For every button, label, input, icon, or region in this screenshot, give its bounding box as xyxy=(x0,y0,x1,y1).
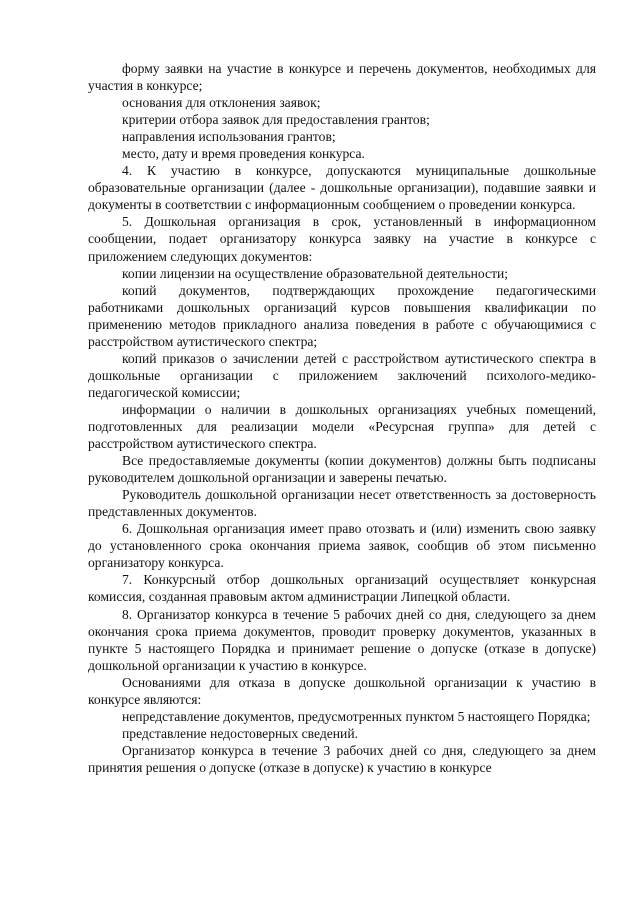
paragraph-clause-4: 4. К участию в конкурсе, допускаются муниципальные дошкольные образовательные организации (далее - дошкольные организации), подавшие заявки и документы в соответствии с информационным сообщением о проведении конкурса. xyxy=(88,163,596,213)
paragraph-refusal-grounds: Основаниями для отказа в допуске дошкольной организации к участию в конкурсе являются: xyxy=(88,674,596,707)
paragraph-doc-training: копий документов, подтверждающих прохождение педагогическими работниками дошкольных организаций курсов повышения квалификации по применению методов прикладного анализа поведения в работе с обучающимися с расстройством аутистического спектра; xyxy=(88,282,596,349)
paragraph-refusal-false-info: представление недостоверных сведений. xyxy=(122,725,358,741)
paragraph-list-grant-usage: направления использования грантов; xyxy=(122,129,336,145)
paragraph-refusal-nondelivery: непредставление документов, предусмотренных пунктом 5 настоящего Порядка; xyxy=(122,708,591,724)
paragraph-clause-5: 5. Дошкольная организация в срок, установленный в информационном сообщении, подает организатору конкурса заявку на участие в конкурсе с приложением следующих документов: xyxy=(88,214,596,264)
paragraph-doc-orders: копий приказов о зачислении детей с расстройством аутистического спектра в дошкольные организации с приложением заключений психолого-медико-педагогической комиссии; xyxy=(88,350,596,400)
paragraph-list-criteria: критерии отбора заявок для предоставления грантов; xyxy=(122,112,430,128)
paragraph-doc-premises: информации о наличии в дошкольных организациях учебных помещений, подготовленных для реализации модели «Ресурсная группа» для детей с расстройством аутистического спектра. xyxy=(88,401,596,452)
paragraph-responsibility: Руководитель дошкольной организации несет ответственность за достоверность представленных документов. xyxy=(88,487,596,520)
paragraph-list-rejection-grounds: основания для отклонения заявок; xyxy=(122,95,321,111)
paragraph-clause-7: 7. Конкурсный отбор дошкольных организаций осуществляет конкурсная комиссия, созданная правовым актом администрации Липецкой области. xyxy=(88,572,596,605)
paragraph-signature-note: Все предоставляемые документы (копии документов) должны быть подписаны руководителем дошкольной организации и заверены печатью. xyxy=(88,453,596,486)
paragraph-list-place-date: место, дату и время проведения конкурса. xyxy=(122,146,365,162)
document-body xyxy=(88,60,596,776)
paragraph-doc-license: копии лицензии на осуществление образовательной деятельности; xyxy=(122,265,509,281)
paragraph-clause-6: 6. Дошкольная организация имеет право отозвать и (или) изменить свою заявку до установленного срока окончания приема заявок, сообщив об этом письменно организатору конкурса. xyxy=(88,521,596,571)
paragraph-organizer-notice: Организатор конкурса в течение 3 рабочих дней со дня, следующего за днем принятия решения о допуске (отказе в допуске) к участию в конкурсе xyxy=(88,742,596,775)
paragraph-list-form: форму заявки на участие в конкурсе и перечень документов, необходимых для участия в конкурсе; xyxy=(88,61,596,94)
paragraph-clause-8: 8. Организатор конкурса в течение 5 рабочих дней со дня, следующего за днем окончания срока приема документов, проводит проверку документов, указанных в пункте 5 настоящего Порядка и принимает решение о допуске (отказе в допуске) дошкольной организации к участию в конкурсе. xyxy=(88,606,596,673)
